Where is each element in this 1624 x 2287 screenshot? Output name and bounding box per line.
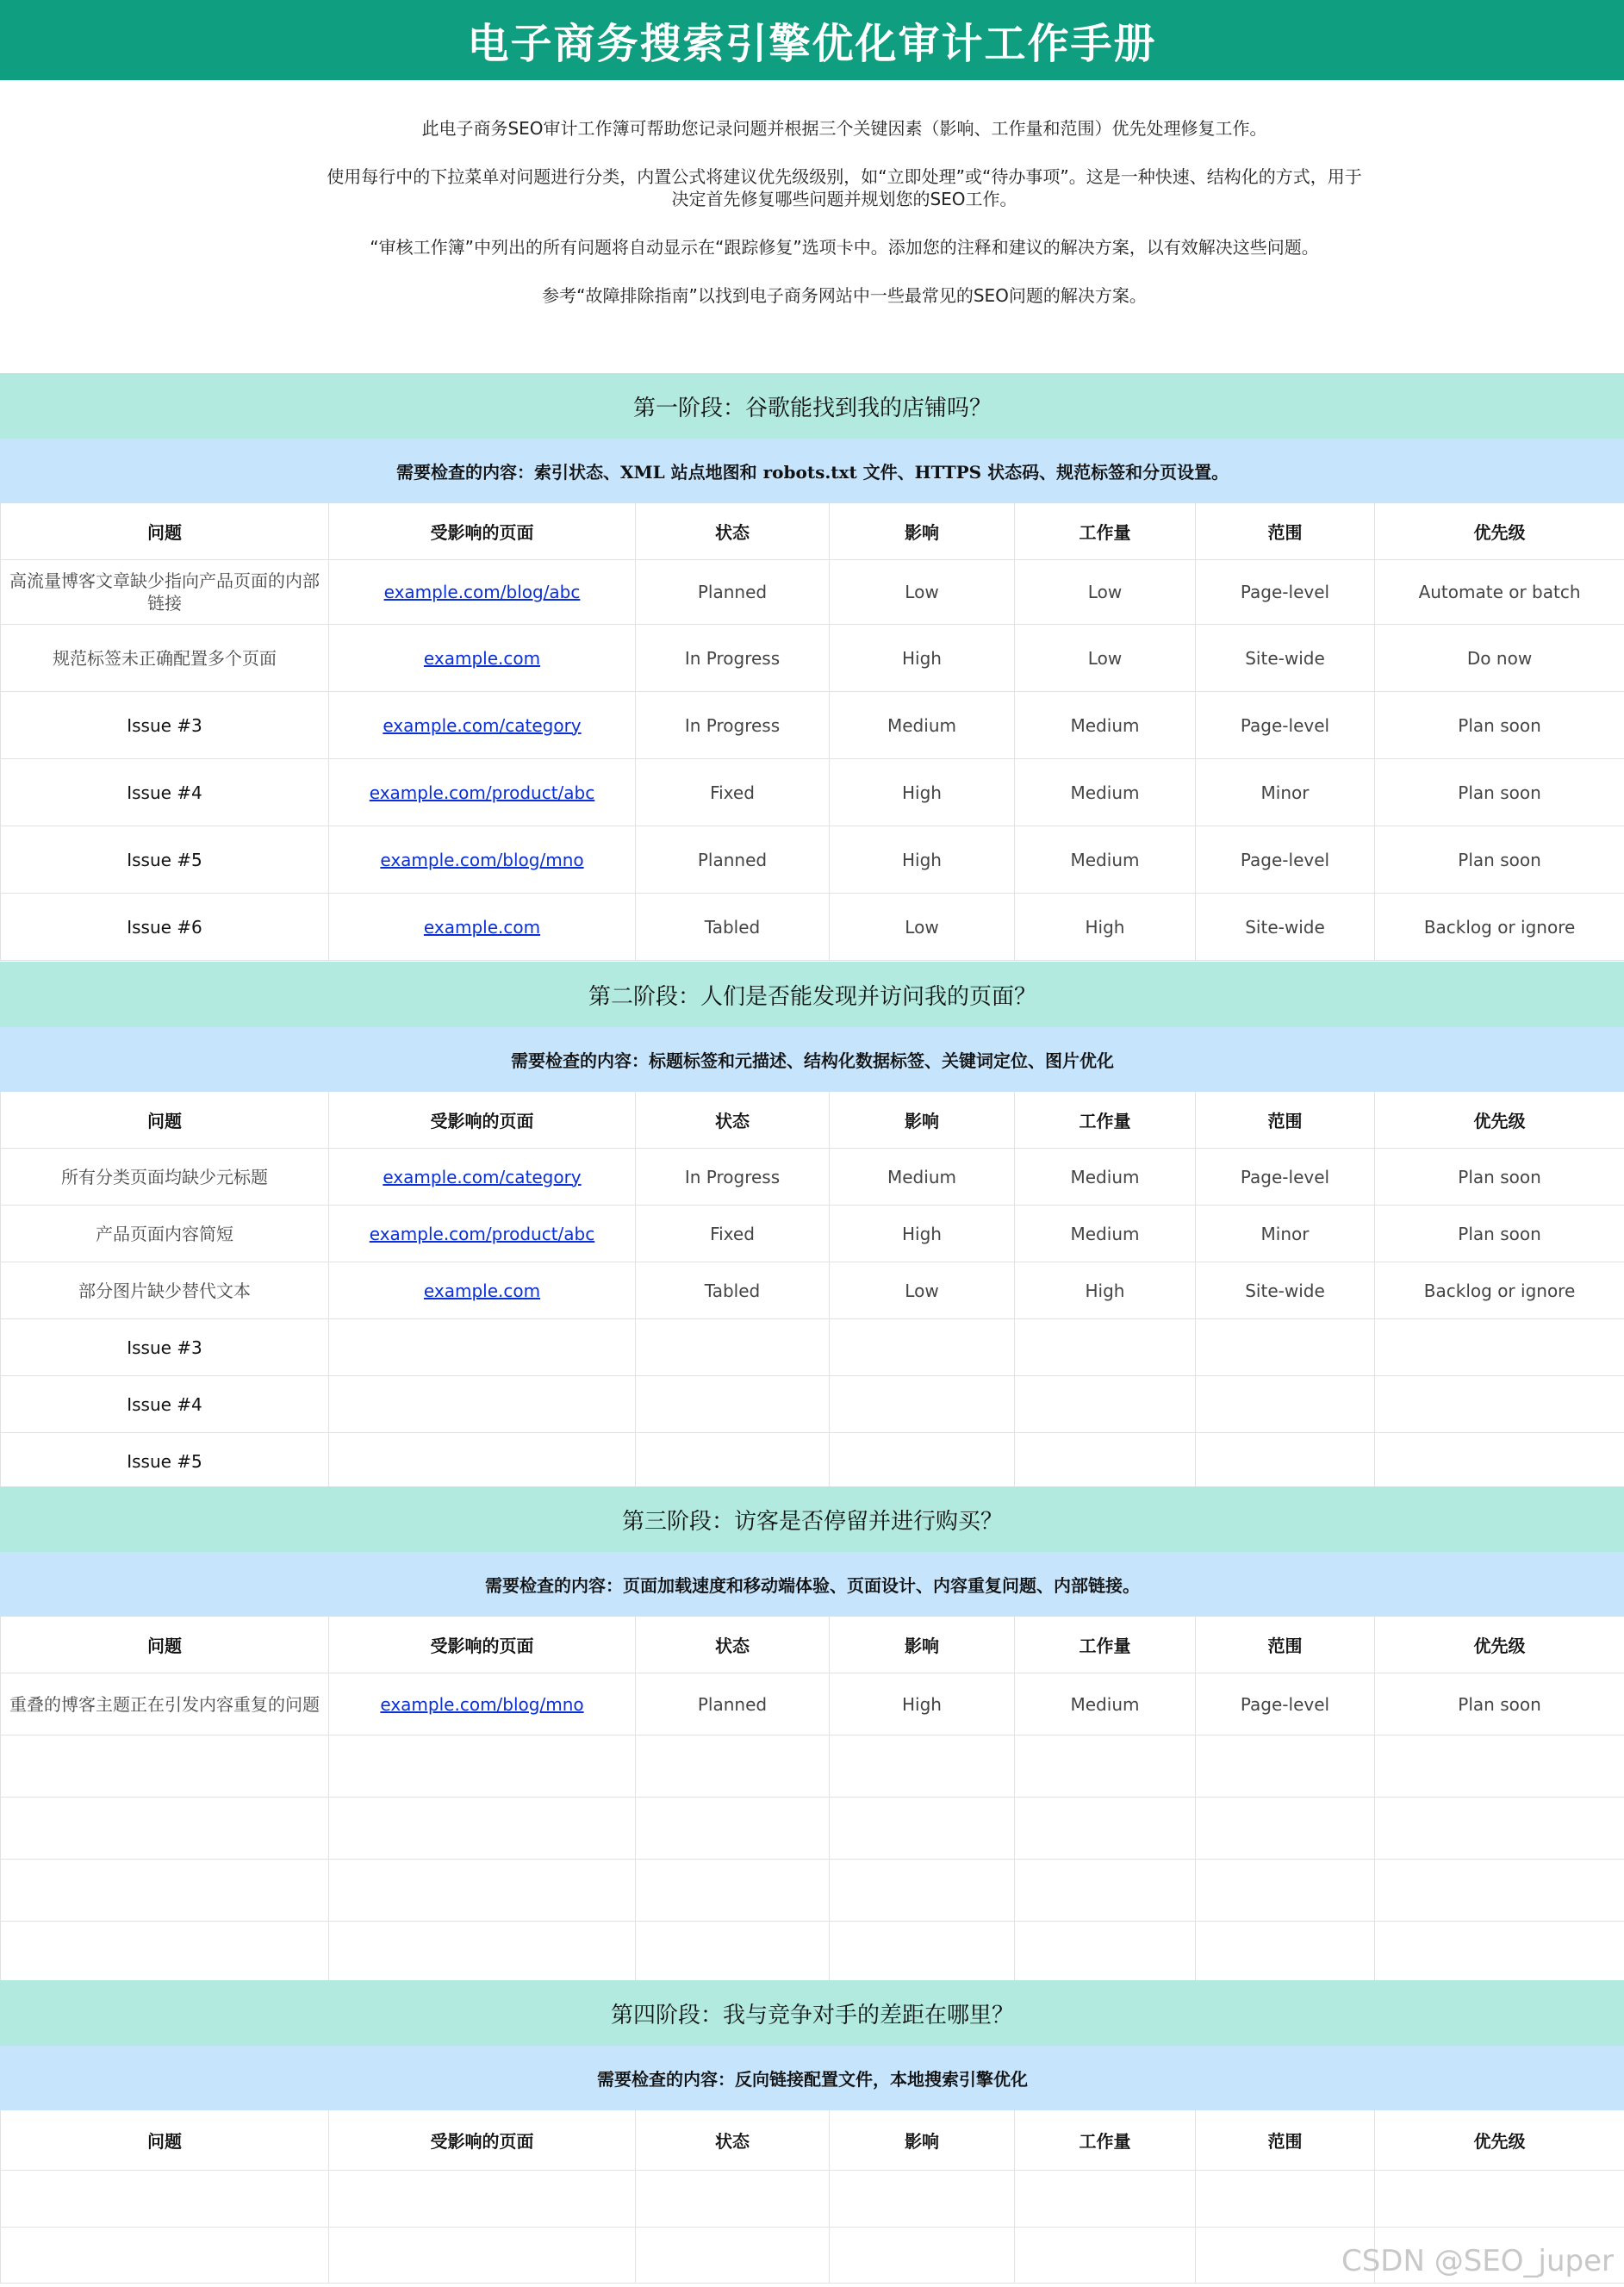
status-value: Tabled — [704, 1280, 761, 1301]
check-description: 需要检查的内容：反向链接配置文件，本地搜索引擎优化 — [1, 2046, 1624, 2110]
cell-page[interactable] — [329, 625, 636, 692]
effort-value: Medium — [1070, 1166, 1140, 1187]
cell-page[interactable] — [329, 1376, 636, 1433]
effort-value: Medium — [1070, 849, 1140, 870]
table-row[interactable] — [1, 759, 1624, 826]
issue-text: Issue #5 — [127, 1450, 202, 1472]
scope-value: Page-level — [1240, 1693, 1330, 1715]
issue-text: 高流量博客文章缺少指向产品页面的内部链接 — [9, 570, 320, 614]
cell-status[interactable] — [636, 826, 830, 894]
cell-effort[interactable] — [1015, 692, 1196, 759]
column-header: 范围 — [1196, 1617, 1375, 1673]
cell-impact[interactable] — [830, 894, 1015, 961]
column-header: 问题 — [1, 1617, 329, 1673]
cell-scope[interactable] — [1196, 1433, 1375, 1490]
column-header: 受影响的页面 — [329, 2110, 636, 2171]
table-row[interactable] — [1, 1922, 1624, 1984]
cell-scope[interactable] — [1196, 1262, 1375, 1319]
column-header: 优先级 — [1375, 1092, 1624, 1149]
title-bar — [0, 0, 1624, 80]
status-value: In Progress — [684, 647, 781, 669]
scope-value: Minor — [1260, 782, 1310, 803]
scope-value: Page-level — [1240, 582, 1330, 602]
cell-status[interactable] — [636, 560, 830, 625]
effort-value: Medium — [1070, 782, 1140, 803]
column-header: 影响 — [830, 2110, 1015, 2171]
cell-priority[interactable] — [1375, 759, 1624, 826]
cell-status[interactable] — [636, 2171, 830, 2228]
cell-priority[interactable] — [1375, 1149, 1624, 1206]
impact-value: Medium — [887, 1166, 956, 1187]
intro-paragraph: 此电子商务SEO审计工作簿可帮助您记录问题并根据三个关键因素（影响、工作量和范围）优先处理修复工作。 — [421, 118, 1267, 139]
effort-value: High — [1085, 916, 1125, 938]
cell-issue[interactable] — [1, 1433, 329, 1490]
cell-priority[interactable] — [1375, 2171, 1624, 2228]
scope-value: Page-level — [1240, 714, 1330, 736]
cell-scope[interactable] — [1196, 560, 1375, 625]
table-row[interactable] — [1, 894, 1624, 961]
intro-text — [319, 117, 1370, 333]
scope-value: Site-wide — [1245, 1280, 1325, 1301]
priority-value: Plan soon — [1458, 1166, 1541, 1187]
cell-issue[interactable] — [1, 1673, 329, 1736]
cell-scope[interactable] — [1196, 1319, 1375, 1376]
status-value: Planned — [697, 582, 768, 602]
cell-issue[interactable] — [1, 625, 329, 692]
phase-title: 第四阶段：我与竞争对手的差距在哪里？ — [1, 1981, 1624, 2046]
cell-status[interactable] — [636, 1798, 830, 1860]
cell-status[interactable] — [636, 1376, 830, 1433]
effort-value: Medium — [1070, 1693, 1140, 1715]
cell-issue[interactable] — [1, 826, 329, 894]
phase-title-row — [1, 1487, 1624, 1552]
cell-status[interactable] — [636, 2228, 830, 2284]
status-value: Tabled — [704, 916, 761, 938]
cell-impact[interactable] — [830, 1736, 1015, 1798]
table-row[interactable] — [1, 1433, 1624, 1490]
cell-priority[interactable] — [1375, 1433, 1624, 1490]
cell-priority[interactable] — [1375, 1376, 1624, 1433]
affected-page-link[interactable]: example.com/product/abc — [369, 782, 595, 803]
cell-priority[interactable] — [1375, 1798, 1624, 1860]
cell-status[interactable] — [636, 894, 830, 961]
affected-page-link[interactable]: example.com/category — [383, 1166, 582, 1187]
cell-status[interactable] — [636, 1860, 830, 1922]
cell-scope[interactable] — [1196, 1922, 1375, 1984]
cell-scope[interactable] — [1196, 1860, 1375, 1922]
cell-impact[interactable] — [830, 1262, 1015, 1319]
table-row[interactable] — [1, 625, 1624, 692]
cell-status[interactable] — [636, 1319, 830, 1376]
cell-page[interactable] — [329, 1262, 636, 1319]
cell-effort[interactable] — [1015, 1262, 1196, 1319]
watermark: CSDN @SEO_juper — [1341, 2244, 1614, 2278]
header-row — [1, 1617, 1624, 1673]
issue-text: 产品页面内容简短 — [96, 1223, 233, 1244]
intro-paragraph: 参考“故障排除指南”以找到电子商务网站中一些最常见的SEO问题的解决方案。 — [542, 285, 1147, 306]
header-row — [1, 1092, 1624, 1149]
cell-priority[interactable] — [1375, 692, 1624, 759]
cell-priority[interactable] — [1375, 826, 1624, 894]
table-row[interactable] — [1, 1736, 1624, 1798]
cell-page[interactable] — [329, 1922, 636, 1984]
check-description: 需要检查的内容：索引状态、XML 站点地图和 robots.txt 文件、HTTPS 状态码、规范标签和分页设置。 — [1, 439, 1624, 503]
cell-impact[interactable] — [830, 2228, 1015, 2284]
table-row[interactable] — [1, 1798, 1624, 1860]
cell-effort[interactable] — [1015, 560, 1196, 625]
cell-priority[interactable] — [1375, 560, 1624, 625]
issue-text: Issue #4 — [127, 1393, 202, 1415]
issue-text: Issue #3 — [127, 1337, 202, 1358]
cell-impact[interactable] — [830, 1673, 1015, 1736]
intro-paragraph: “审核工作簿”中列出的所有问题将自动显示在“跟踪修复”选项卡中。添加您的注释和建议的解决方案，以有效解决这些问题。 — [370, 237, 1319, 258]
table-row[interactable] — [1, 1376, 1624, 1433]
column-header: 状态 — [636, 503, 830, 560]
phase-table — [0, 373, 1624, 961]
cell-scope[interactable] — [1196, 692, 1375, 759]
cell-impact[interactable] — [830, 1798, 1015, 1860]
issue-text: 所有分类页面均缺少元标题 — [61, 1166, 268, 1187]
status-value: Fixed — [710, 1223, 755, 1244]
cell-issue[interactable] — [1, 560, 329, 625]
cell-effort[interactable] — [1015, 1736, 1196, 1798]
issue-text: Issue #5 — [127, 849, 202, 870]
scope-value: Page-level — [1240, 1166, 1330, 1187]
cell-effort[interactable] — [1015, 1922, 1196, 1984]
cell-scope[interactable] — [1196, 1376, 1375, 1433]
issue-text: 重叠的博客主题正在引发内容重复的问题 — [9, 1693, 320, 1715]
cell-effort[interactable] — [1015, 1860, 1196, 1922]
cell-effort[interactable] — [1015, 2171, 1196, 2228]
status-value: Planned — [697, 849, 768, 870]
column-header: 状态 — [636, 2110, 830, 2171]
impact-value: Low — [905, 582, 939, 602]
cell-effort[interactable] — [1015, 826, 1196, 894]
cell-effort[interactable] — [1015, 1149, 1196, 1206]
check-row — [1, 439, 1624, 503]
cell-status[interactable] — [636, 1262, 830, 1319]
cell-status[interactable] — [636, 1149, 830, 1206]
scope-value: Minor — [1260, 1223, 1310, 1244]
impact-value: High — [902, 1223, 942, 1244]
column-header: 影响 — [830, 1617, 1015, 1673]
cell-effort[interactable] — [1015, 759, 1196, 826]
cell-page[interactable] — [329, 894, 636, 961]
cell-priority[interactable] — [1375, 1922, 1624, 1984]
table-row[interactable] — [1, 1149, 1624, 1206]
cell-effort[interactable] — [1015, 2228, 1196, 2284]
cell-effort[interactable] — [1015, 1433, 1196, 1490]
cell-priority[interactable] — [1375, 1206, 1624, 1262]
cell-effort[interactable] — [1015, 894, 1196, 961]
affected-page-link[interactable]: example.com/blog/mno — [380, 1693, 584, 1715]
issue-text: Issue #4 — [127, 782, 202, 803]
phase-table — [0, 1980, 1624, 2284]
cell-issue[interactable] — [1, 1206, 329, 1262]
scope-value: Page-level — [1240, 849, 1330, 870]
cell-status[interactable] — [636, 1922, 830, 1984]
table-row[interactable] — [1, 826, 1624, 894]
effort-value: Medium — [1070, 1223, 1140, 1244]
cell-scope[interactable] — [1196, 2171, 1375, 2228]
impact-value: High — [902, 782, 942, 803]
cell-page[interactable] — [329, 1319, 636, 1376]
phase-title-row — [1, 1981, 1624, 2046]
cell-status[interactable] — [636, 625, 830, 692]
cell-priority[interactable] — [1375, 1736, 1624, 1798]
column-header: 状态 — [636, 1617, 830, 1673]
column-header: 受影响的页面 — [329, 1092, 636, 1149]
phase-title: 第二阶段：人们是否能发现并访问我的页面？ — [1, 963, 1624, 1027]
check-row — [1, 2046, 1624, 2110]
table-row[interactable] — [1, 2171, 1624, 2228]
cell-page[interactable] — [329, 1149, 636, 1206]
column-header: 问题 — [1, 503, 329, 560]
phase-title-row — [1, 374, 1624, 439]
column-header: 问题 — [1, 1092, 329, 1149]
issue-text: 部分图片缺少替代文本 — [78, 1280, 251, 1301]
cell-issue[interactable] — [1, 1860, 329, 1922]
cell-status[interactable] — [636, 1736, 830, 1798]
impact-value: Medium — [887, 714, 956, 736]
cell-priority[interactable] — [1375, 1262, 1624, 1319]
cell-status[interactable] — [636, 759, 830, 826]
column-header: 工作量 — [1015, 1092, 1196, 1149]
impact-value: High — [902, 849, 942, 870]
cell-status[interactable] — [636, 1673, 830, 1736]
phase-title-row — [1, 963, 1624, 1027]
priority-value: Backlog or ignore — [1423, 916, 1576, 938]
column-header: 工作量 — [1015, 503, 1196, 560]
column-header: 问题 — [1, 2110, 329, 2171]
table-row[interactable] — [1, 692, 1624, 759]
page-title: 电子商务搜索引擎优化审计工作手册 — [467, 20, 1157, 68]
impact-value: High — [902, 647, 942, 669]
cell-issue[interactable] — [1, 1149, 329, 1206]
cell-scope[interactable] — [1196, 826, 1375, 894]
cell-scope[interactable] — [1196, 625, 1375, 692]
column-header: 优先级 — [1375, 503, 1624, 560]
cell-page[interactable] — [329, 1860, 636, 1922]
cell-effort[interactable] — [1015, 1206, 1196, 1262]
cell-impact[interactable] — [830, 692, 1015, 759]
table-row[interactable] — [1, 1319, 1624, 1376]
scope-value: Site-wide — [1245, 647, 1325, 669]
cell-page[interactable] — [329, 1673, 636, 1736]
cell-impact[interactable] — [830, 1922, 1015, 1984]
priority-value: Plan soon — [1458, 849, 1541, 870]
cell-priority[interactable] — [1375, 625, 1624, 692]
table-row[interactable] — [1, 1262, 1624, 1319]
affected-page-link[interactable]: example.com — [423, 647, 541, 669]
cell-scope[interactable] — [1196, 759, 1375, 826]
issue-text: Issue #3 — [127, 714, 202, 736]
cell-impact[interactable] — [830, 1319, 1015, 1376]
cell-impact[interactable] — [830, 625, 1015, 692]
check-row — [1, 1552, 1624, 1617]
cell-page[interactable] — [329, 759, 636, 826]
cell-priority[interactable] — [1375, 1673, 1624, 1736]
effort-value: Low — [1087, 582, 1123, 602]
phase-table — [0, 962, 1624, 1490]
header-row — [1, 2110, 1624, 2171]
cell-issue[interactable] — [1, 1736, 329, 1798]
cell-page[interactable] — [329, 2171, 636, 2228]
intro-paragraph: 使用每行中的下拉菜单对问题进行分类，内置公式将建议优先级级别，如“立即处理”或“待办事项”。这是一种快速、结构化的方式，用于决定首先修复哪些问题并规划您的SEO工作。 — [327, 166, 1362, 209]
priority-value: Automate or batch — [1418, 582, 1581, 602]
table-row[interactable] — [1, 1673, 1624, 1736]
cell-status[interactable] — [636, 1206, 830, 1262]
table-row[interactable] — [1, 560, 1624, 625]
cell-issue[interactable] — [1, 1798, 329, 1860]
cell-impact[interactable] — [830, 1149, 1015, 1206]
cell-issue[interactable] — [1, 1319, 329, 1376]
status-value: In Progress — [684, 1166, 781, 1187]
priority-value: Plan soon — [1458, 1223, 1541, 1244]
cell-page[interactable] — [329, 1206, 636, 1262]
priority-value: Do now — [1466, 647, 1533, 669]
cell-impact[interactable] — [830, 2171, 1015, 2228]
cell-page[interactable] — [329, 692, 636, 759]
cell-effort[interactable] — [1015, 1376, 1196, 1433]
priority-value: Plan soon — [1458, 1693, 1541, 1715]
phase-title: 第三阶段：访客是否停留并进行购买？ — [1, 1487, 1624, 1552]
impact-value: Low — [905, 1280, 939, 1301]
cell-impact[interactable] — [830, 826, 1015, 894]
table-row[interactable] — [1, 1206, 1624, 1262]
column-header: 受影响的页面 — [329, 503, 636, 560]
column-header: 优先级 — [1375, 1617, 1624, 1673]
cell-impact[interactable] — [830, 1860, 1015, 1922]
cell-page[interactable] — [329, 1433, 636, 1490]
column-header: 优先级 — [1375, 2110, 1624, 2171]
cell-issue[interactable] — [1, 2228, 329, 2284]
status-value: Planned — [697, 1693, 768, 1715]
cell-page[interactable] — [329, 1736, 636, 1798]
cell-issue[interactable] — [1, 1262, 329, 1319]
affected-page-link[interactable]: example.com/blog/abc — [383, 582, 581, 602]
cell-impact[interactable] — [830, 1376, 1015, 1433]
cell-issue[interactable] — [1, 759, 329, 826]
column-header: 范围 — [1196, 1092, 1375, 1149]
column-header: 影响 — [830, 503, 1015, 560]
cell-page[interactable] — [329, 560, 636, 625]
table-row[interactable] — [1, 1860, 1624, 1922]
cell-effort[interactable] — [1015, 1798, 1196, 1860]
impact-value: Low — [905, 916, 939, 938]
cell-issue[interactable] — [1, 1922, 329, 1984]
check-row — [1, 1027, 1624, 1092]
check-description: 需要检查的内容：标题标签和元描述、结构化数据标签、关键词定位、图片优化 — [1, 1027, 1624, 1092]
cell-issue[interactable] — [1, 692, 329, 759]
affected-page-link[interactable]: example.com/blog/mno — [380, 849, 584, 870]
cell-issue[interactable] — [1, 1376, 329, 1433]
cell-impact[interactable] — [830, 1433, 1015, 1490]
cell-issue[interactable] — [1, 894, 329, 961]
cell-impact[interactable] — [830, 759, 1015, 826]
priority-value: Plan soon — [1458, 714, 1541, 736]
cell-scope[interactable] — [1196, 1206, 1375, 1262]
cell-status[interactable] — [636, 1433, 830, 1490]
effort-value: Medium — [1070, 714, 1140, 736]
cell-effort[interactable] — [1015, 1319, 1196, 1376]
cell-priority[interactable] — [1375, 1860, 1624, 1922]
affected-page-link[interactable]: example.com — [423, 1280, 541, 1301]
issue-text: 规范标签未正确配置多个页面 — [53, 647, 277, 669]
priority-value: Backlog or ignore — [1423, 1280, 1576, 1301]
affected-page-link[interactable]: example.com/category — [383, 714, 582, 736]
column-header: 范围 — [1196, 503, 1375, 560]
cell-priority[interactable] — [1375, 1319, 1624, 1376]
cell-scope[interactable] — [1196, 1736, 1375, 1798]
cell-scope[interactable] — [1196, 894, 1375, 961]
header-row — [1, 503, 1624, 560]
check-description: 需要检查的内容：页面加载速度和移动端体验、页面设计、内容重复问题、内部链接。 — [1, 1552, 1624, 1617]
column-header: 工作量 — [1015, 2110, 1196, 2171]
cell-page[interactable] — [329, 826, 636, 894]
affected-page-link[interactable]: example.com — [423, 916, 541, 938]
cell-page[interactable] — [329, 1798, 636, 1860]
effort-value: High — [1085, 1280, 1125, 1301]
cell-scope[interactable] — [1196, 1798, 1375, 1860]
priority-value: Plan soon — [1458, 782, 1541, 803]
cell-impact[interactable] — [830, 560, 1015, 625]
cell-priority[interactable] — [1375, 894, 1624, 961]
cell-effort[interactable] — [1015, 625, 1196, 692]
phase-title: 第一阶段：谷歌能找到我的店铺吗？ — [1, 374, 1624, 439]
status-value: Fixed — [710, 782, 755, 803]
cell-effort[interactable] — [1015, 1673, 1196, 1736]
impact-value: High — [902, 1693, 942, 1715]
cell-page[interactable] — [329, 2228, 636, 2284]
status-value: In Progress — [684, 714, 781, 736]
affected-page-link[interactable]: example.com/product/abc — [369, 1223, 595, 1244]
phase-table — [0, 1486, 1624, 1984]
cell-scope[interactable] — [1196, 1673, 1375, 1736]
cell-scope[interactable] — [1196, 1149, 1375, 1206]
cell-issue[interactable] — [1, 2171, 329, 2228]
scope-value: Site-wide — [1245, 916, 1325, 938]
effort-value: Low — [1087, 647, 1123, 669]
cell-impact[interactable] — [830, 1206, 1015, 1262]
column-header: 影响 — [830, 1092, 1015, 1149]
cell-status[interactable] — [636, 692, 830, 759]
column-header: 范围 — [1196, 2110, 1375, 2171]
column-header: 受影响的页面 — [329, 1617, 636, 1673]
issue-text: Issue #6 — [127, 916, 202, 938]
column-header: 状态 — [636, 1092, 830, 1149]
column-header: 工作量 — [1015, 1617, 1196, 1673]
